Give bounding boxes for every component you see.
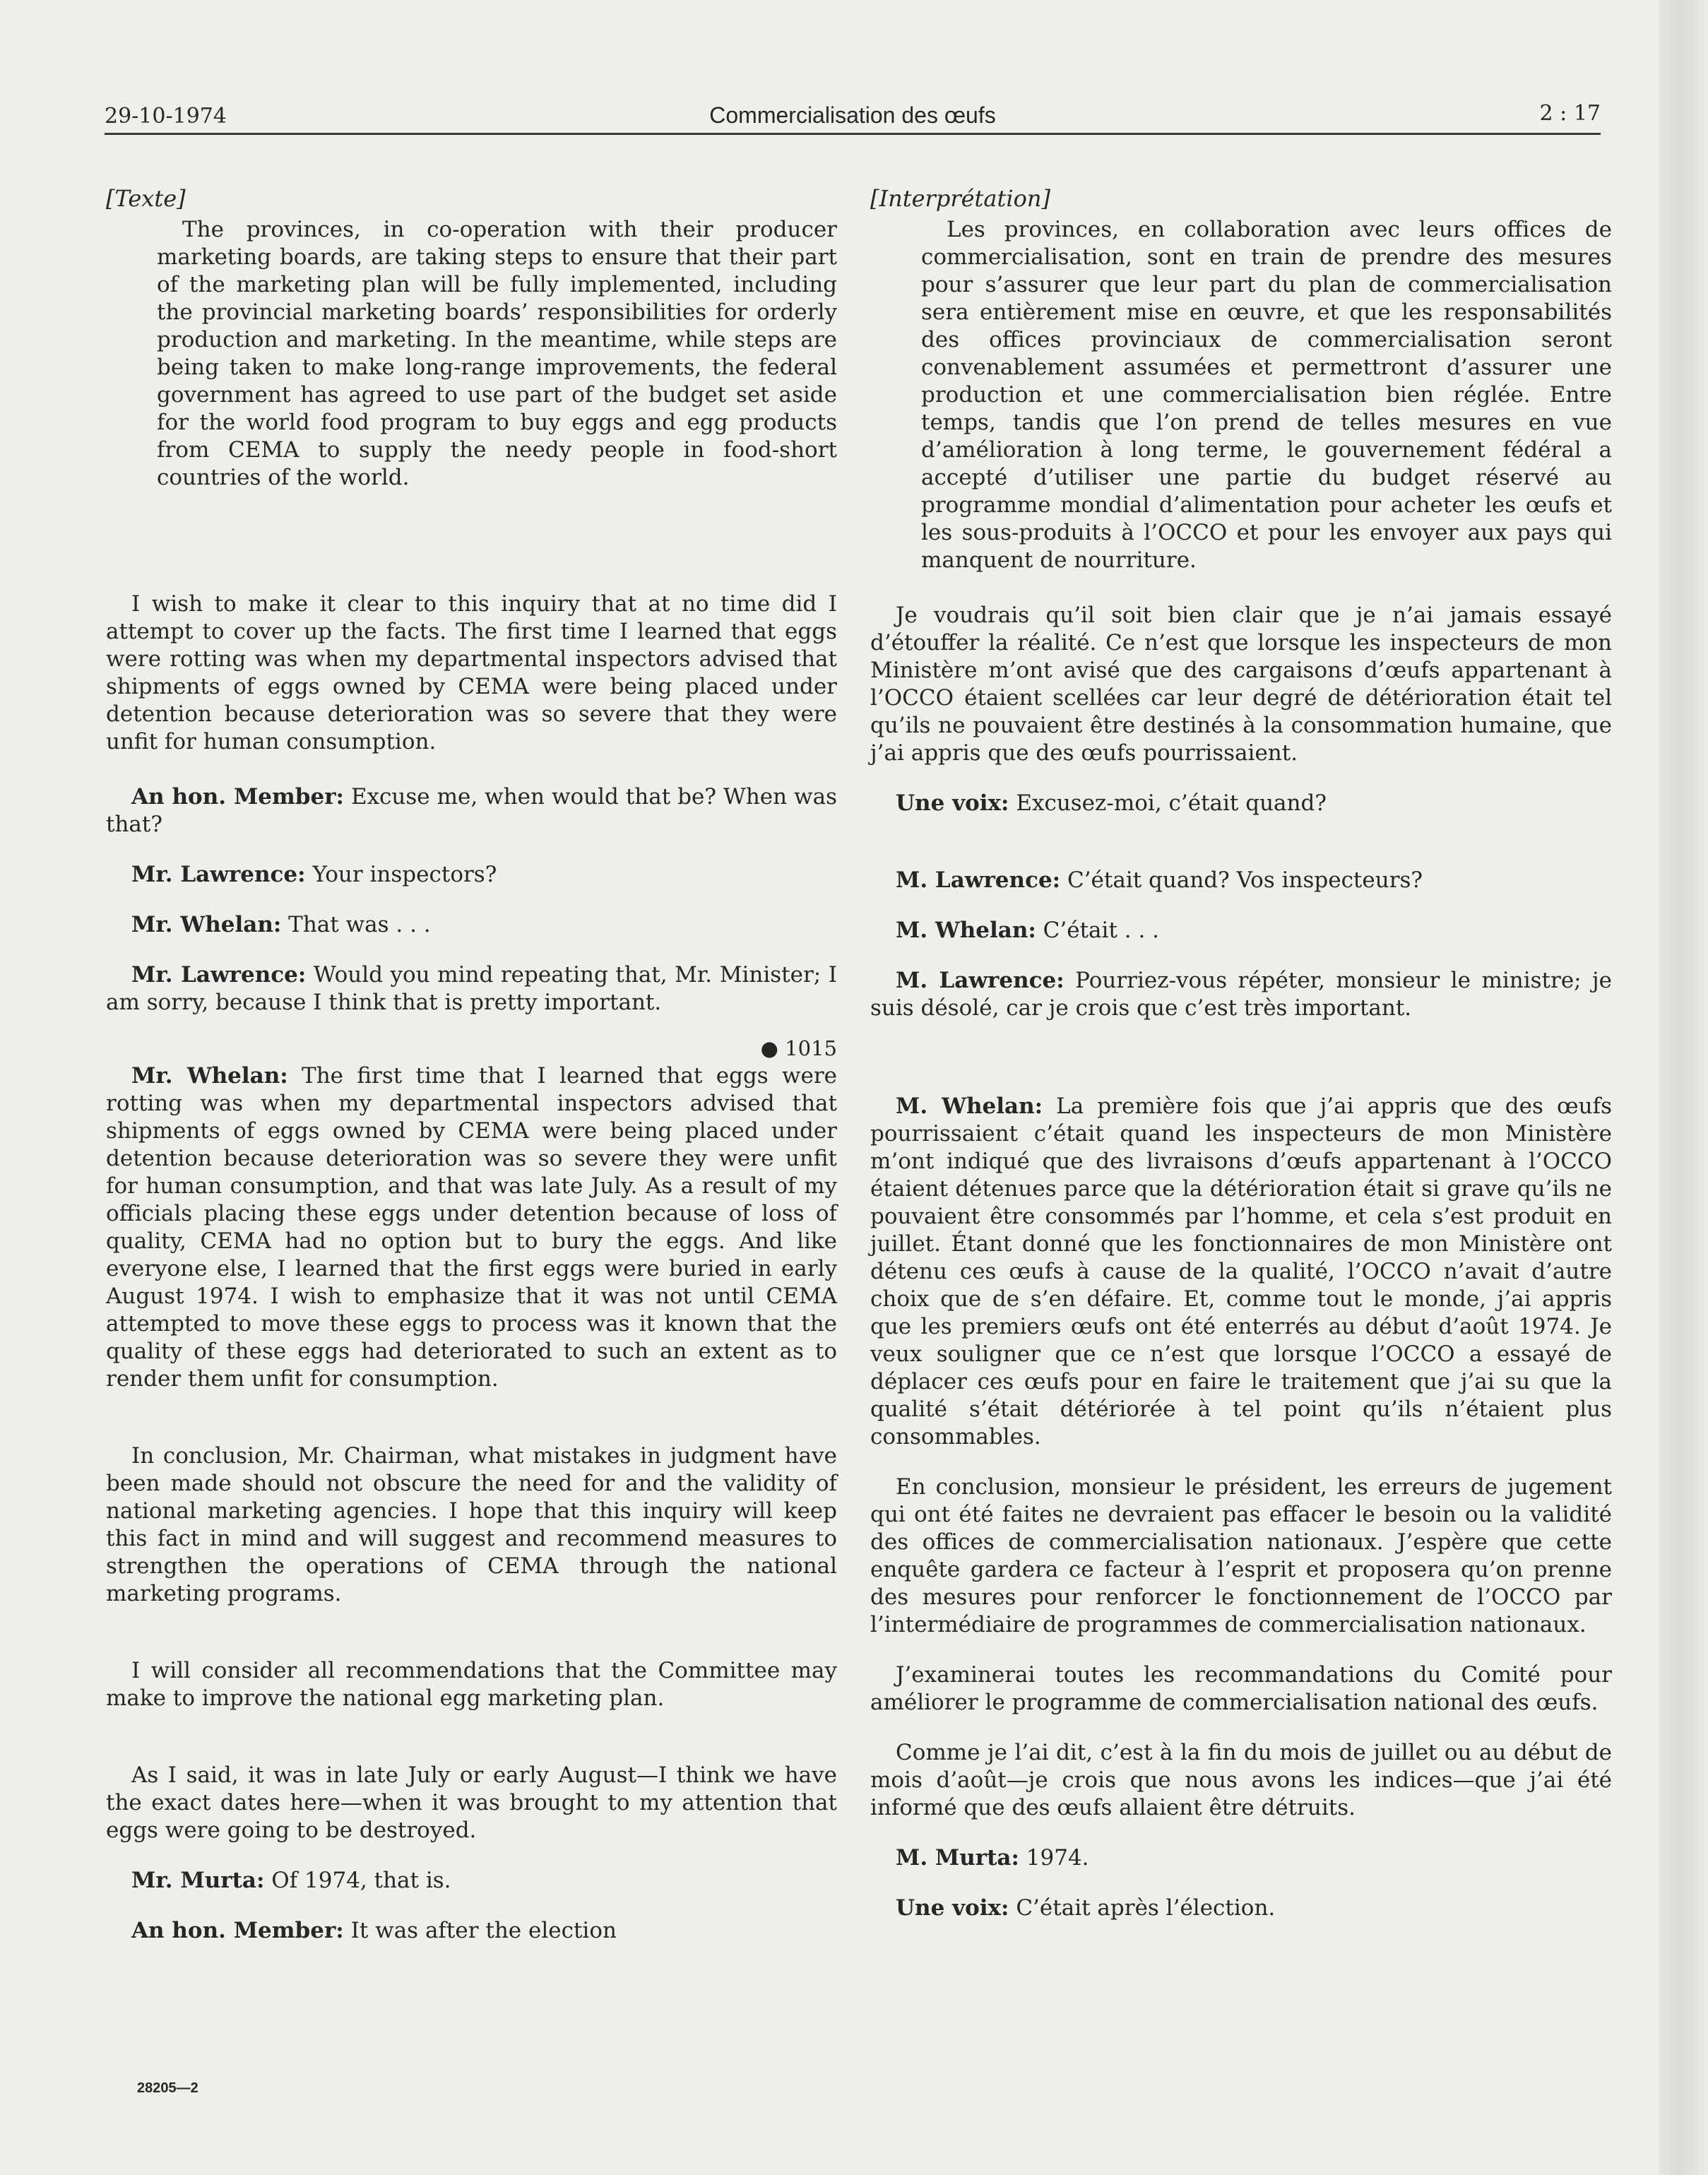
speech xyxy=(106,1917,837,1945)
page-edge xyxy=(1659,0,1708,2175)
language-label: [Texte] xyxy=(106,185,186,212)
paragraph: I wish to make it clear to this inquiry that at no time did I attempt to cover up the facts. The first time I learned that eggs were rotting was when my departmental inspectors advised that shipments of eggs owned by CEMA were being placed under detention because deterioration was so severe that they were unfit for human consumption. xyxy=(106,591,837,754)
speech xyxy=(106,861,837,889)
speech-text: Of 1974, that is. xyxy=(264,1868,451,1893)
speaker-name: M. Whelan: xyxy=(896,1094,1043,1119)
speech xyxy=(870,1093,1612,1451)
speech-text: C’était quand? Vos inspecteurs? xyxy=(1060,867,1423,893)
english-column xyxy=(106,185,837,1945)
paragraph: Je voudrais qu’il soit bien clair que je n’ai jamais essayé d’étouffer la réalité. Ce n’est que lorsque les inspecteurs de mon Ministère m’ont avisé que des cargaisons d’œufs appartenant à l’OCCO étaient scellées car leur degré de détérioration était tel qu’ils ne pouvaient être destinés à la consommation humaine, que j’ai appris que des œufs pourrissaient. xyxy=(870,603,1612,766)
paragraph: En conclusion, monsieur le président, les erreurs de jugement qui ont été faites ne devraient pas effacer le besoin ou la validité des offices de commercialisation nationaux. J’espère que cette enquête gardera ce facteur à l’esprit et proposera qu’on prenne des mesures pour renforcer le fonctionnement de l’OCCO par l’intermédiaire de programmes de commercialisation nationaux. xyxy=(870,1474,1612,1637)
speaker-name: Mr. Lawrence: xyxy=(131,962,307,988)
speaker-name: M. Murta: xyxy=(896,1845,1019,1871)
paragraph: As I said, it was in late July or early August—I think we have the exact dates here—when it was brought to my attention that eggs were going to be destroyed. xyxy=(106,1762,837,1843)
printer-code: 28205—2 xyxy=(137,2080,198,2096)
speech xyxy=(106,1867,837,1895)
speech-text: The first time that I learned that eggs were rotting was when my departmental inspectors advised that shipments of eggs owned by CEMA were being placed under detention because deterioration was so severe they were unfit for human consumption, and that was late July. As a result of my officials placing these eggs under detention because of loss of quality, CEMA had no option but to bury the eggs. And like everyone else, I learned that the first eggs were buried in early August 1974. I wish to emphasize that it was not until CEMA attempted to move these eggs to process was it known that the quality of these eggs had deteriorated to such an extent as to render them unfit for consumption. xyxy=(106,1063,837,1392)
speech xyxy=(106,1062,837,1393)
language-label: [Interprétation] xyxy=(870,185,1050,212)
time-marker: ● 1015 xyxy=(760,1036,837,1060)
speech-text: C’était après l’élection. xyxy=(1009,1895,1276,1921)
speaker-name: M. Whelan: xyxy=(896,918,1036,943)
speaker-name: Mr. Lawrence: xyxy=(131,862,306,887)
speech-text: 1974. xyxy=(1019,1845,1089,1871)
speech-text: Excuse me, when would that be? When was that? xyxy=(106,784,837,837)
speech-text: It was after the election xyxy=(343,1918,617,1943)
paragraph: J’examinerai toutes les recommandations du Comité pour améliorer le programme de commercialisation national des œufs. xyxy=(870,1662,1612,1715)
speaker-name: Mr. Whelan: xyxy=(131,1063,288,1089)
speech xyxy=(870,867,1612,894)
paragraph: The provinces, in co-operation with their producer marketing boards, are taking steps to ensure that their part of the marketing plan will be fully implemented, including the provincial marketing boards’ responsibilities for orderly production and marketing. In the meantime, while steps are being taken to make long-range improvements, the federal government has agreed to use part of the budget set aside for the world food program to buy eggs and egg products from CEMA to supply the needy people in food-short countries of the world. xyxy=(157,217,837,490)
speech-text: Your inspectors? xyxy=(305,862,497,887)
speaker-name: Une voix: xyxy=(896,1895,1009,1921)
french-column xyxy=(870,185,1612,1922)
speech xyxy=(870,790,1612,817)
header-title: Commercialisation des œufs xyxy=(709,102,996,128)
paragraph: I will consider all recommendations that the Committee may make to improve the national egg marketing plan. xyxy=(106,1658,837,1711)
speaker-name: An hon. Member: xyxy=(131,1918,344,1943)
speech xyxy=(870,1844,1612,1872)
speech-text: Pourriez-vous répéter, monsieur le ministre; je suis désolé, car je crois que c’est très important. xyxy=(870,968,1612,1021)
running-header xyxy=(105,99,1601,135)
header-date: 29-10-1974 xyxy=(105,104,227,129)
paragraph: In conclusion, Mr. Chairman, what mistakes in judgment have been made should not obscure the need for and the validity of national marketing agencies. I hope that this inquiry will keep this fact in mind and will suggest and recommend measures to strengthen the operations of CEMA through the national marketing programs. xyxy=(106,1443,837,1606)
paragraph: Les provinces, en collaboration avec leurs offices de commercialisation, sont en train de prendre des mesures pour s’assurer que leur part du plan de commercialisation sera entièrement mise en œuvre, et que les responsabilités des offices provinciaux de commercialisation seront convenablement assumées et permettront d’assurer une production et une commercialisation bien réglée. Entre temps, tandis que l’on prend de telles mesures en vue d’amélioration à long terme, le gouvernement fédéral a accepté d’utiliser une partie du budget réservé au programme mondial d’alimentation pour acheter les œufs et les sous-produits à l’OCCO et pour les envoyer aux pays qui manquent de nourriture. xyxy=(921,217,1612,573)
speech-text: La première fois que j’ai appris que des œufs pourrissaient c’était quand les inspecteurs de mon Ministère m’ont indiqué que des livraisons d’œufs appartenant à l’OCCO étaient détenues parce que la détérioration était si grave qu’ils ne pouvaient être consommés par l’homme, et cela s’est produit en juillet. Étant donné que les fonctionnaires de mon Ministère ont détenu ces œufs à cause de la qualité, l’OCCO n’avait d’autre choix que de s’en défaire. Et, comme tout le monde, j’ai appris que les premiers œufs ont été enterrés au début d’août 1974. Je veux souligner que ce n’est que lorsque l’OCCO a essayé de déplacer ces œufs pour en faire le traitement que j’ai su que la qualité s’était détériorée à tel point qu’ils n’étaient plus consommables. xyxy=(870,1094,1612,1450)
speaker-name: Mr. Whelan: xyxy=(131,912,282,937)
speaker-name: An hon. Member: xyxy=(131,784,344,810)
header-page-number: 2 : 17 xyxy=(1539,101,1601,126)
speech-text: Excusez-moi, c’était quand? xyxy=(1009,790,1327,816)
speech-text: Would you mind repeating that, Mr. Minister; I am sorry, because I think that is pretty important. xyxy=(106,962,837,1015)
paragraph: Comme je l’ai dit, c’est à la fin du mois de juillet ou au début de mois d’août—je crois que nous avons les indices—que j’ai été informé que des œufs allaient être détruits. xyxy=(870,1740,1612,1820)
speech xyxy=(106,961,837,1017)
speaker-name: M. Lawrence: xyxy=(896,867,1061,893)
speech xyxy=(106,911,837,939)
speaker-name: M. Lawrence: xyxy=(896,968,1064,993)
speech xyxy=(870,917,1612,944)
speech-text: That was . . . xyxy=(281,912,431,937)
speech xyxy=(870,967,1612,1022)
speech xyxy=(106,783,837,838)
speech-text: C’était . . . xyxy=(1036,918,1160,943)
speaker-name: Une voix: xyxy=(896,790,1009,816)
speech xyxy=(870,1895,1612,1922)
speaker-name: Mr. Murta: xyxy=(131,1868,265,1893)
